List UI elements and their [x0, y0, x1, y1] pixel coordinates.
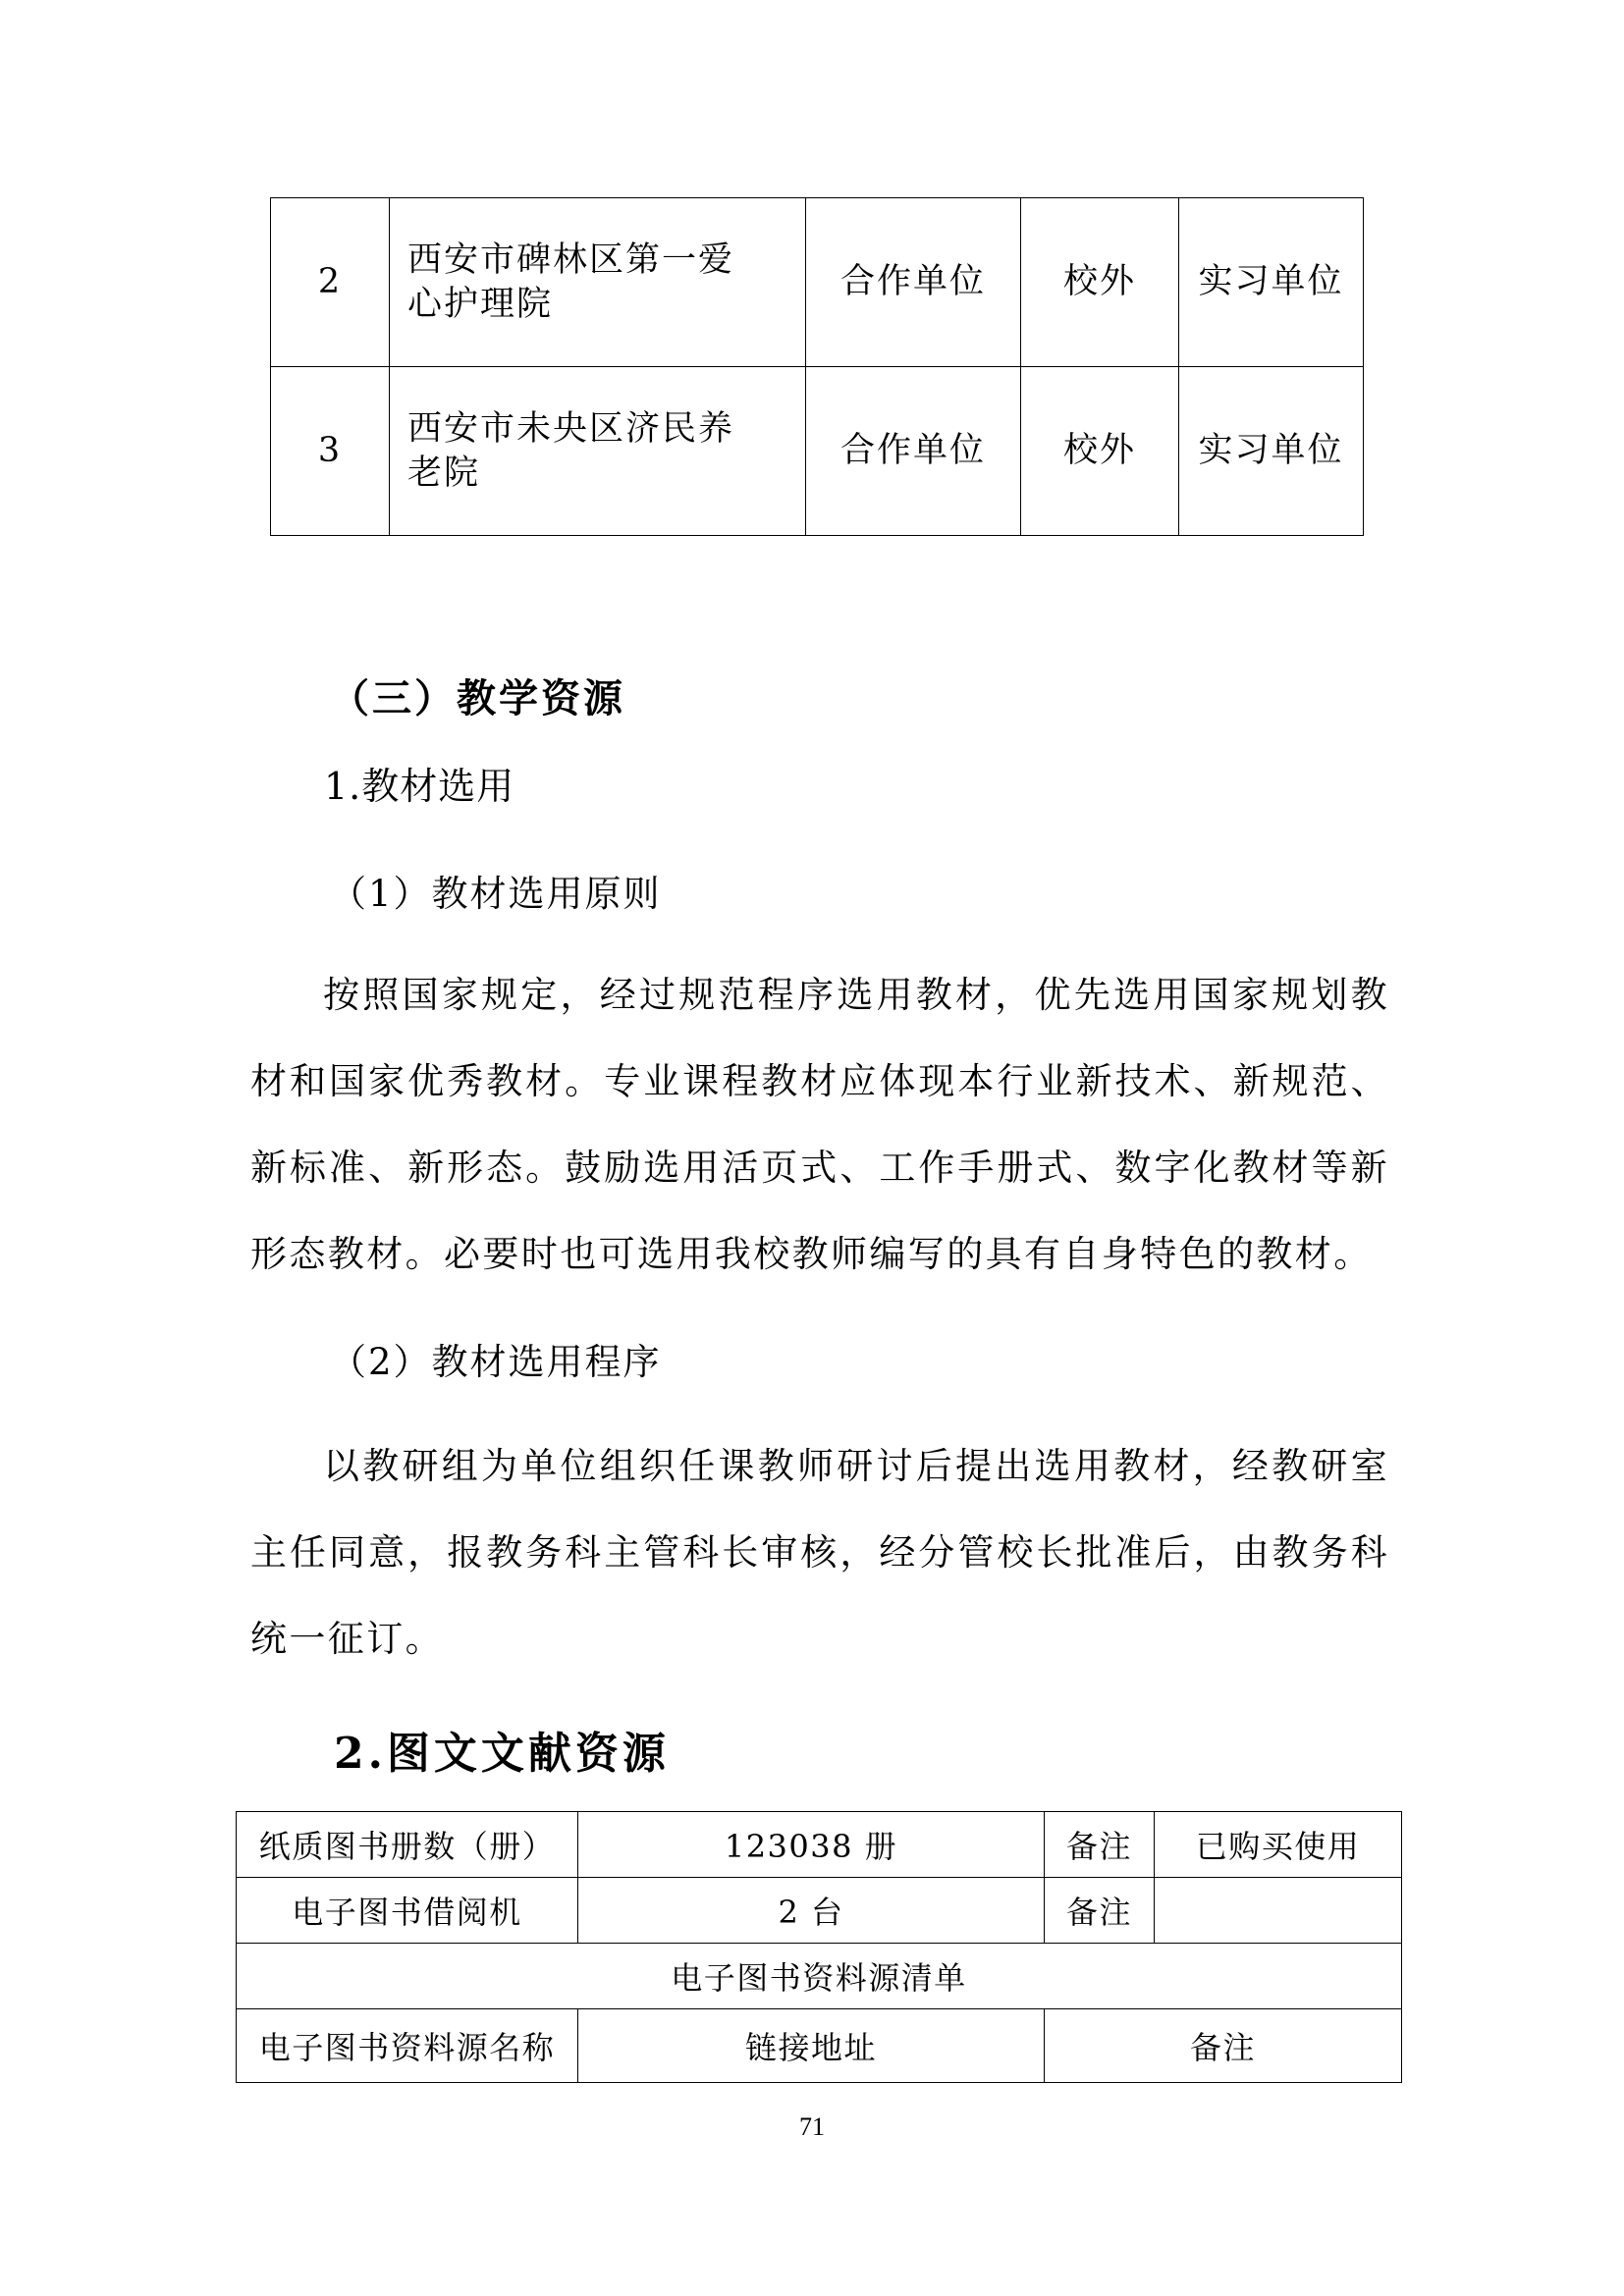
unit-use: 实习单位	[1179, 198, 1364, 367]
table-row	[237, 1944, 1402, 2009]
partner-unit-table	[270, 197, 1364, 536]
unit-name: 西安市未央区济民养 老院	[390, 367, 806, 536]
unit-relation: 合作单位	[806, 198, 1021, 367]
item-heading-procedure: （2）教材选用程序	[330, 1341, 662, 1383]
sub-heading-library-resources: 2.图文文献资源	[334, 1729, 670, 1779]
table-cell-label: 纸质图书册数（册）	[237, 1812, 578, 1878]
table-header-name: 电子图书资料源名称	[237, 2009, 578, 2083]
section-heading: （三）教学资源	[330, 675, 625, 721]
table-cell-title: 电子图书资料源清单	[237, 1944, 1402, 2009]
paragraph-principles: 按照国家规定，经过规范程序选用教材，优先选用国家规划教材和国家优秀教材。专业课程教材应体现本行业新技术、新规范、新标准、新形态。鼓励选用活页式、工作手册式、数字化教材等新形态教材。必要时也可选用我校教师编写的具有自身特色的教材。	[250, 974, 1389, 1275]
table-cell-label: 电子图书借阅机	[237, 1878, 578, 1944]
table-cell-note-label: 备注	[1045, 1812, 1155, 1878]
unit-relation: 合作单位	[806, 367, 1021, 536]
table-row	[271, 198, 1364, 367]
table-header-note: 备注	[1045, 2009, 1402, 2083]
table-header-link: 链接地址	[578, 2009, 1045, 2083]
table-row	[237, 1878, 1402, 1944]
table-cell-note-label: 备注	[1045, 1878, 1155, 1944]
table-cell-note	[1155, 1878, 1402, 1944]
paragraph-procedure: 以教研组为单位组织任课教师研讨后提出选用教材，经教研室主任同意，报教务科主管科长审核，经分管校长批准后，由教务科统一征订。	[250, 1445, 1389, 1660]
table-row	[271, 367, 1364, 536]
row-number: 2	[271, 198, 390, 367]
page-number: 71	[799, 2112, 825, 2141]
table-cell-value: 2 台	[578, 1878, 1045, 1944]
item-heading-principles: （1）教材选用原则	[330, 873, 662, 915]
table-row	[237, 1812, 1402, 1878]
row-number: 3	[271, 367, 390, 536]
table-row	[237, 2009, 1402, 2083]
unit-name: 西安市碑林区第一爱 心护理院	[390, 198, 806, 367]
sub-heading-textbook-selection: 1.教材选用	[324, 765, 515, 808]
unit-use: 实习单位	[1179, 367, 1364, 536]
unit-location: 校外	[1021, 198, 1179, 367]
unit-location: 校外	[1021, 367, 1179, 536]
table-cell-note: 已购买使用	[1155, 1812, 1402, 1878]
table-cell-value: 123038 册	[578, 1812, 1045, 1878]
library-resource-table	[236, 1811, 1402, 2083]
